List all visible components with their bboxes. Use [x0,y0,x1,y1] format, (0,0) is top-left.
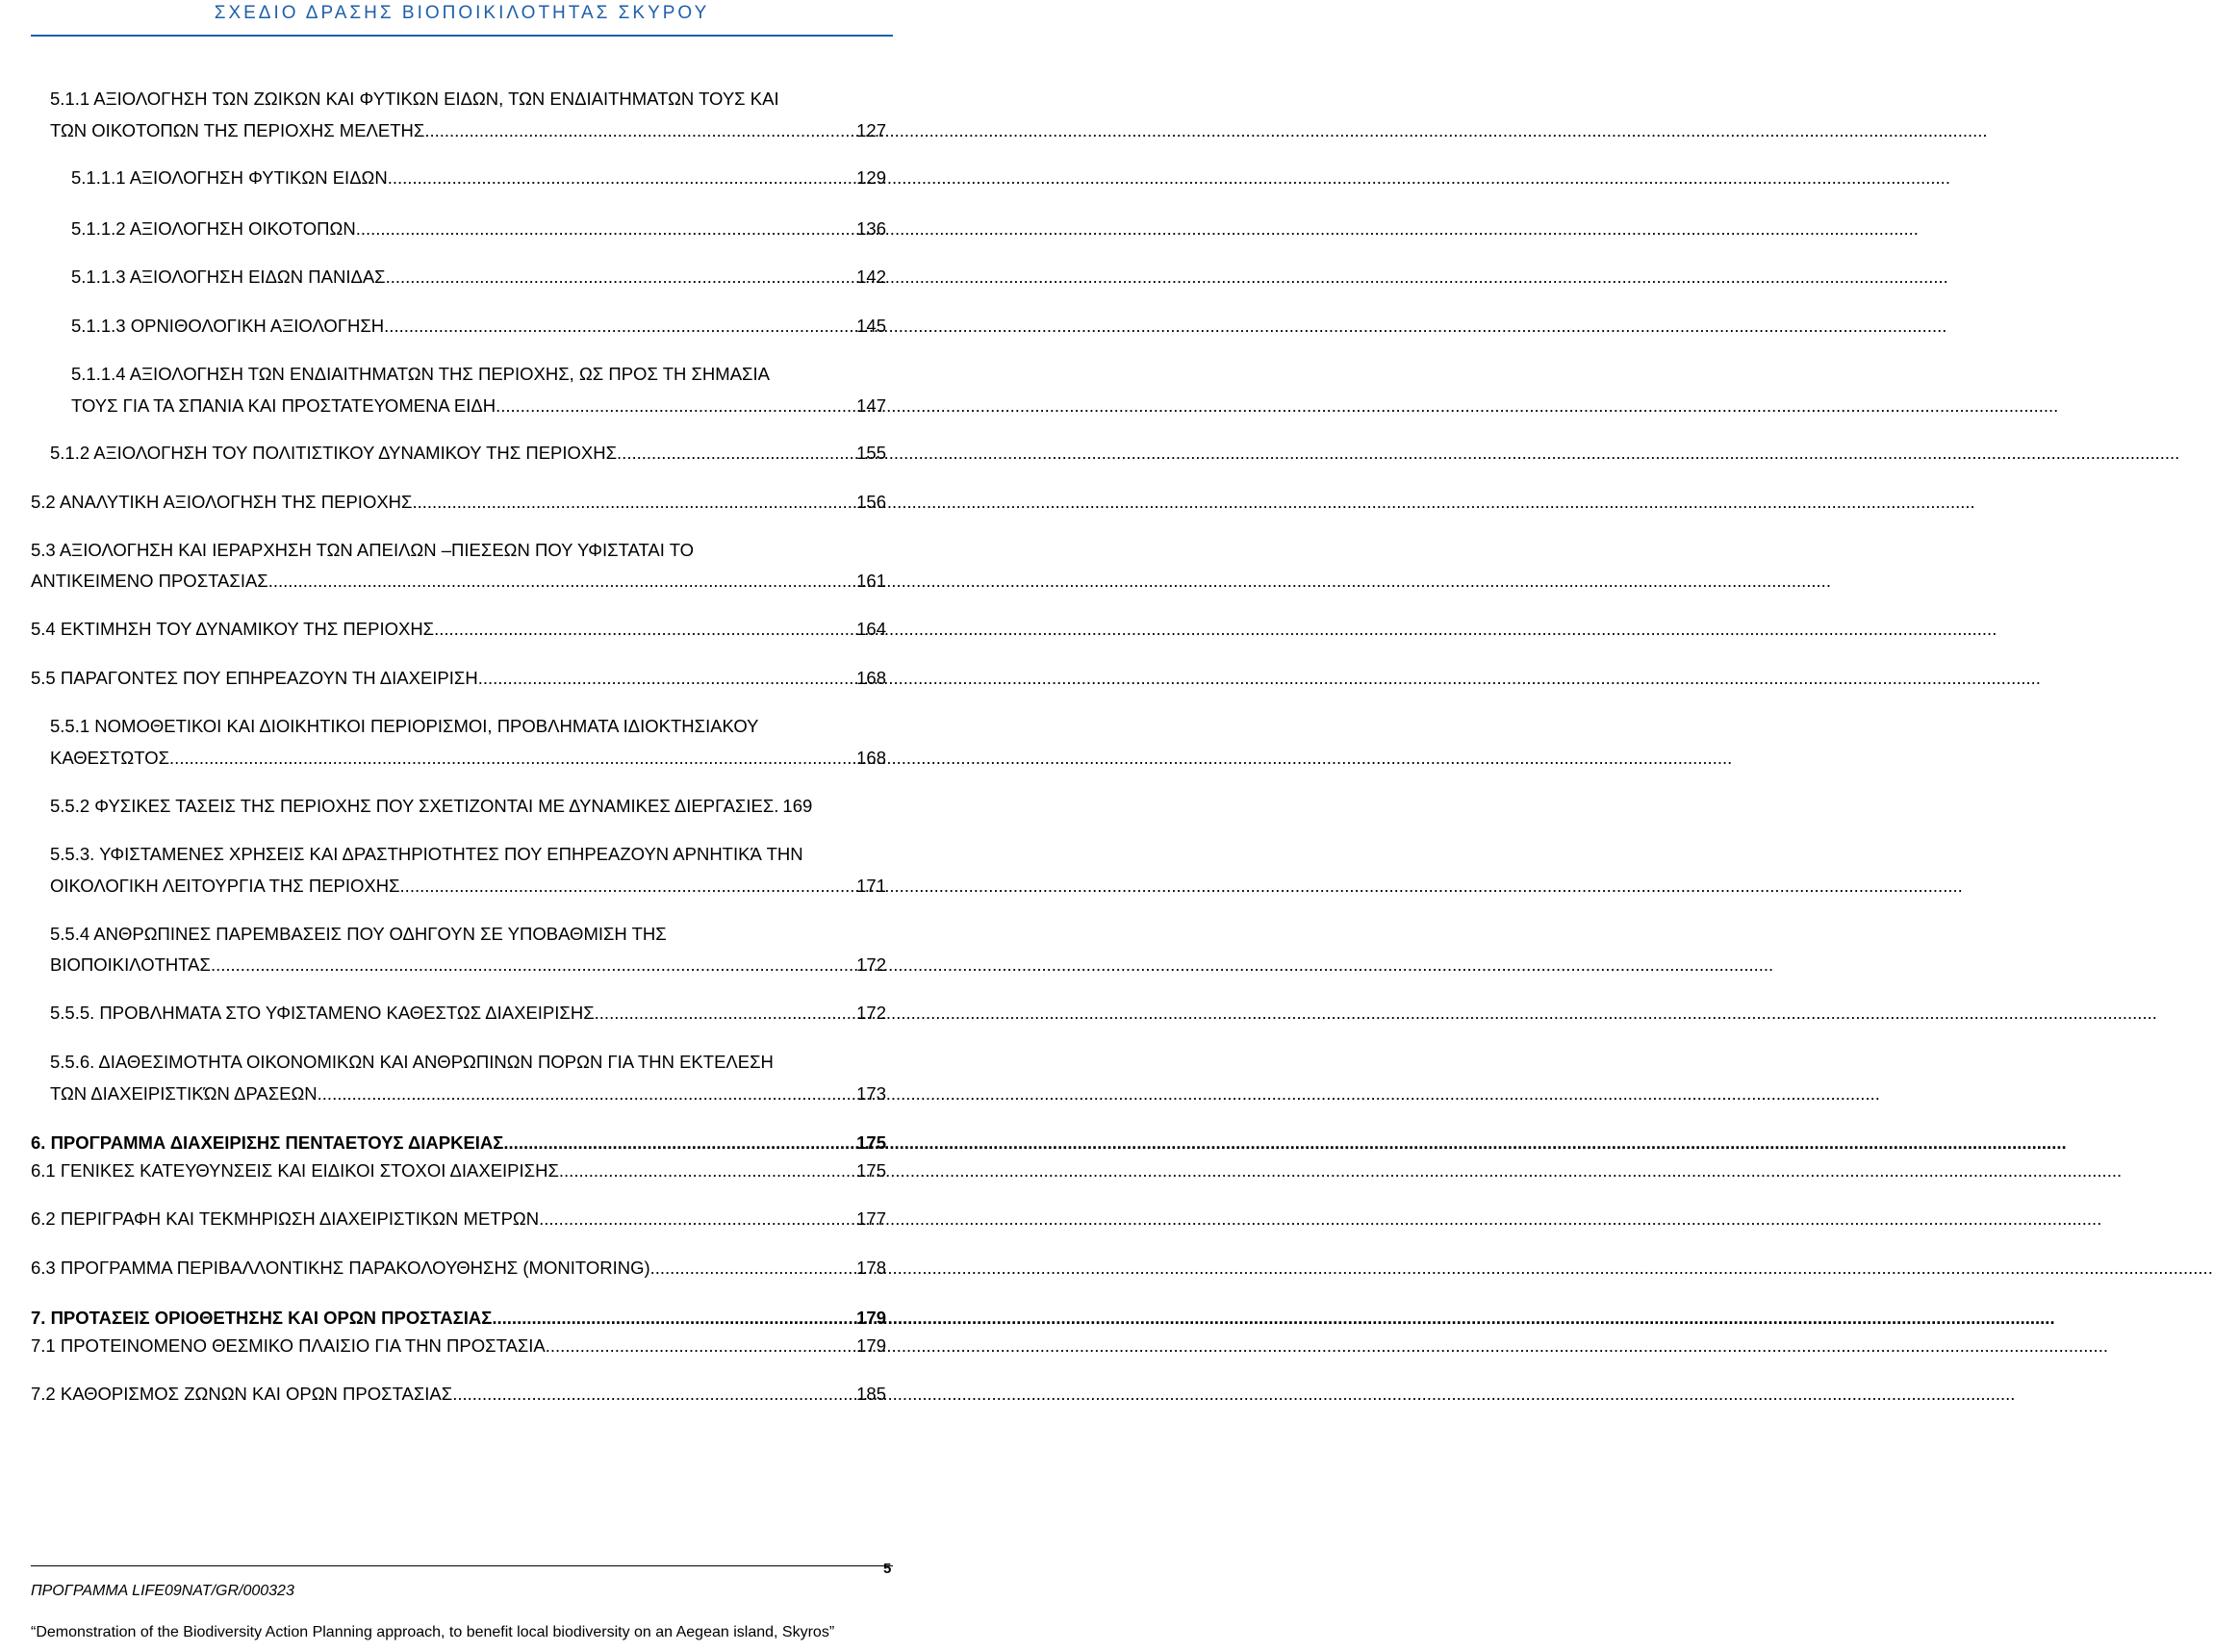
toc-page-number: 164 [856,619,886,639]
toc-entry-5-1-1-3b[interactable]: 5.1.1.3 ΟΡΝΙΘΟΛΟΓΙΚΗ ΑΞΙΟΛΟΓΗΣΗ ..... 145 [71,314,886,339]
toc-page-number: 161 [856,571,886,591]
toc-entry-5-1-2[interactable]: 5.1.2 ΑΞΙΟΛΟΓΗΣΗ ΤΟΥ ΠΟΛΙΤΙΣΤΙΚΟΥ ΔΥΝΑΜΙΚΟΥ ΤΗΣ ΠΕΡΙΟΧΗΣ ..... 155 [50,441,886,466]
toc-page-number: 142 [856,267,886,287]
dot-leader [400,874,853,899]
dot-leader [211,953,852,978]
toc-entry-5-1-1-1[interactable]: 5.1.1.1 ΑΞΙΟΛΟΓΗΣΗ ΦΥΤΙΚΩΝ ΕΙΔΩΝ ..... 129 [71,165,886,191]
dot-leader [617,441,852,466]
toc-entry-5-5-4-line1[interactable]: 5.5.4 ΑΝΘΡΩΠΙΝΕΣ ΠΑΡΕΜΒΑΣΕΙΣ ΠΟΥ ΟΔΗΓΟΥΝ ΣΕ ΥΠΟΒΑΘΜΙΣΗ ΤΗΣ [50,924,667,944]
toc-entry-5-5-3-line1[interactable]: 5.5.3. ΥΦΙΣΤΑΜΕΝΕΣ ΧΡΗΣΕΙΣ ΚΑΙ ΔΡΑΣΤΗΡΙΟΤΗΤΕΣ ΠΟΥ ΕΠΗΡΕΑΖΟΥΝ ΑΡΝΗΤΙΚΆ ΤΗΝ [50,844,803,864]
dot-leader [386,265,853,290]
toc-page-number: 168 [856,748,886,768]
toc-entry-5-5[interactable]: 5.5 ΠΑΡΑΓΟΝΤΕΣ ΠΟΥ ΕΠΗΡΕΑΖΟΥΝ ΤΗ ΔΙΑΧΕΙΡΙΣΗ ..... 168 [31,666,886,691]
toc-page-number: 168 [856,668,886,688]
toc-entry-5-3-line1[interactable]: 5.3 ΑΞΙΟΛΟΓΗΣΗ ΚΑΙ ΙΕΡΑΡΧΗΣΗ ΤΩΝ ΑΠΕΙΛΩΝ –ΠΙΕΣΕΩΝ ΠΟΥ ΥΦΙΣΤΑΤΑΙ ΤΟ [31,540,695,560]
toc-entry-6-1[interactable]: 6.1 ΓΕΝΙΚΕΣ ΚΑΤΕΥΘΥΝΣΕΙΣ ΚΑΙ ΕΙΔΙΚΟΙ ΣΤΟΧΟΙ ΔΙΑΧΕΙΡΙΣΗΣ ..... 175 [31,1158,886,1183]
dot-leader [388,165,852,191]
toc-page-number: 127 [856,120,886,140]
toc-page-number: 145 [856,316,886,336]
toc-entry-6-2[interactable]: 6.2 ΠΕΡΙΓΡΑΦΗ ΚΑΙ ΤΕΚΜΗΡΙΩΣΗ ΔΙΑΧΕΙΡΙΣΤΙΚΩΝ ΜΕΤΡΩΝ ..... 177 [31,1207,886,1232]
toc-page-number: 155 [856,443,886,463]
toc-entry-5-5-2[interactable]: 5.5.2 ΦΥΣΙΚΕΣ ΤΑΣΕΙΣ ΤΗΣ ΠΕΡΙΟΧΗΣ ΠΟΥ ΣΧΕΤΙΖΟΝΤΑΙ ΜΕ ΔΥΝΑΜΙΚΕΣ ΔΙΕΡΓΑΣΙΕΣ. 169 [50,794,886,819]
toc-page-number: 179 [856,1335,886,1356]
dot-leader [595,1001,852,1026]
dot-leader [169,746,852,771]
toc-page-number: 136 [856,218,886,239]
toc-page-number: 175 [856,1132,886,1153]
toc-entry-5-5-4[interactable]: ΒΙΟΠΟΙΚΙΛΟΤΗΤΑΣ ..... 172 [50,953,886,978]
dot-leader [384,314,852,339]
toc-entry-5-1-1-3a[interactable]: 5.1.1.3 ΑΞΙΟΛΟΓΗΣΗ ΕΙΔΩΝ ΠΑΝΙΔΑΣ ..... 142 [71,265,886,290]
toc-page-number: 173 [856,1083,886,1104]
toc-entry-5-3[interactable]: ΑΝΤΙΚΕΙΜΕΝΟ ΠΡΟΣΤΑΣΙΑΣ ..... 161 [31,569,886,594]
toc-page-number: 178 [856,1258,886,1278]
toc-entry-5-5-5[interactable]: 5.5.5. ΠΡΟΒΛΗΜΑΤΑ ΣΤΟ ΥΦΙΣΤΑΜΕΝΟ ΚΑΘΕΣΤΩΣ ΔΙΑΧΕΙΡΙΣΗΣ ..... 172 [50,1001,886,1026]
dot-leader [496,394,852,419]
toc-page-number: 169 [782,796,813,816]
toc-entry-5-1-1-line1[interactable]: 5.1.1 ΑΞΙΟΛΟΓΗΣΗ ΤΩΝ ΖΩΙΚΩΝ ΚΑΙ ΦΥΤΙΚΩΝ ΕΙΔΩΝ, ΤΩΝ ΕΝΔΙΑΙΤΗΜΑΤΩΝ ΤΟΥΣ ΚΑΙ [50,89,779,109]
toc-entry-5-1-1-2[interactable]: 5.1.1.2 ΑΞΙΟΛΟΓΗΣΗ ΟΙΚΟΤΟΠΩΝ ..... 136 [71,216,886,241]
toc-entry-5-5-1-line1[interactable]: 5.5.1 ΝΟΜΟΘΕΤΙΚΟΙ ΚΑΙ ΔΙΟΙΚΗΤΙΚΟΙ ΠΕΡΙΟΡΙΣΜΟΙ, ΠΡΟΒΛΗΜΑΤΑ ΙΔΙΟΚΤΗΣΙΑΚΟΥ [50,716,759,736]
toc-entry-5-5-6[interactable]: ΤΩΝ ΔΙΑΧΕΙΡΙΣΤΙΚΏΝ ΔΡΑΣΕΩΝ ..... 173 [50,1081,886,1106]
dot-leader [268,569,852,594]
toc-page-number: 177 [856,1208,886,1229]
dot-leader [503,1131,852,1156]
toc-page-number: 185 [856,1384,886,1404]
footer-project-title: “Demonstration of the Biodiversity Action Planning approach, to benefit local biodiversity on an Aegean island, Skyros” [31,1624,835,1640]
toc-entry-5-5-6-line1[interactable]: 5.5.6. ΔΙΑΘΕΣΙΜΟΤΗΤΑ ΟΙΚΟΝΟΜΙΚΩΝ ΚΑΙ ΑΝΘΡΩΠΙΝΩΝ ΠΟΡΩΝ ΓΙΑ ΤΗΝ ΕΚΤΕΛΕΣΗ [50,1052,774,1072]
toc-page-number: 129 [856,167,886,188]
dot-leader [318,1081,852,1106]
toc-page-number: 175 [856,1160,886,1181]
dot-leader [434,617,852,642]
dot-leader [650,1256,853,1281]
toc-page-number: 156 [856,492,886,512]
toc-entry-5-1-1-4[interactable]: ΤΟΥΣ ΓΙΑ ΤΑ ΣΠΑΝΙΑ ΚΑΙ ΠΡΟΣΤΑΤΕΥΟΜΕΝΑ ΕΙΔΗ ..... 147 [71,394,886,419]
toc-entry-7-2[interactable]: 7.2 ΚΑΘΟΡΙΣΜΟΣ ΖΩΝΩΝ ΚΑΙ ΟΡΩΝ ΠΡΟΣΤΑΣΙΑΣ ..... 185 [31,1382,886,1407]
toc-entry-7[interactable]: 7. ΠΡΟΤΑΣΕΙΣ ΟΡΙΟΘΕΤΗΣΗΣ ΚΑΙ ΟΡΩΝ ΠΡΟΣΤΑΣΙΑΣ ..... 179 [31,1306,886,1331]
dot-leader [492,1306,852,1331]
running-header-title: ΣΧΕΔΙΟ ΔΡΑΣΗΣ ΒΙΟΠΟΙΚΙΛΟΤΗΤΑΣ ΣΚΥΡΟΥ [214,3,710,23]
toc-entry-7-1[interactable]: 7.1 ΠΡΟΤΕΙΝΟΜΕΝΟ ΘΕΣΜΙΚΟ ΠΛΑΙΣΙΟ ΓΙΑ ΤΗΝ ΠΡΟΣΤΑΣΙΑ ..... 179 [31,1334,886,1359]
toc-entry-5-4[interactable]: 5.4 ΕΚΤΙΜΗΣΗ ΤΟΥ ΔΥΝΑΜΙΚΟΥ ΤΗΣ ΠΕΡΙΟΧΗΣ ..... 164 [31,617,886,642]
dot-leader [424,118,852,143]
footer-program-code: ΠΡΟΓΡΑΜΜΑ LIFE09NAT/GR/000323 [31,1583,294,1599]
dot-leader [546,1334,852,1359]
toc-page-number: 179 [856,1308,886,1328]
footer-divider [31,1565,893,1566]
table-of-contents [0,0,924,1652]
toc-page-number: 172 [856,1003,886,1023]
toc-entry-6[interactable]: 6. ΠΡΟΓΡΑΜΜΑ ΔΙΑΧΕΙΡΙΣΗΣ ΠΕΝΤΑΕΤΟΥΣ ΔΙΑΡΚΕΙΑΣ ..... 175 [31,1131,886,1156]
dot-leader [452,1382,852,1407]
dot-leader [539,1207,852,1232]
toc-entry-title: ΤΩΝ ΟΙΚΟΤΟΠΩΝ ΤΗΣ ΠΕΡΙΟΧΗΣ ΜΕΛΕΤΗΣ [50,120,425,140]
dot-leader [412,490,852,515]
toc-page-number: 171 [856,876,886,896]
toc-page-number: 172 [856,954,886,975]
toc-entry-6-3[interactable]: 6.3 ΠΡΟΓΡΑΜΜΑ ΠΕΡΙΒΑΛΛΟΝΤΙΚΗΣ ΠΑΡΑΚΟΛΟΥΘΗΣΗΣ (MONITORING) ..... 178 [31,1256,886,1281]
toc-entry-5-1-1[interactable] [50,118,886,143]
toc-entry-5-2[interactable]: 5.2 ΑΝΑΛΥΤΙΚΗ ΑΞΙΟΛΟΓΗΣΗ ΤΗΣ ΠΕΡΙΟΧΗΣ ..... 156 [31,490,886,515]
page-number: 5 [883,1561,892,1577]
dot-leader [356,216,852,241]
toc-entry-5-5-1[interactable]: ΚΑΘΕΣΤΩΤΟΣ ..... 168 [50,746,886,771]
toc-entry-5-5-3[interactable]: ΟΙΚΟΛΟΓΙΚΗ ΛΕΙΤΟΥΡΓΙΑ ΤΗΣ ΠΕΡΙΟΧΗΣ ..... 171 [50,874,886,899]
dot-leader [559,1158,852,1183]
toc-entry-5-1-1-4-line1[interactable]: 5.1.1.4 ΑΞΙΟΛΟΓΗΣΗ ΤΩΝ ΕΝΔΙΑΙΤΗΜΑΤΩΝ ΤΗΣ ΠΕΡΙΟΧΗΣ, ΩΣ ΠΡΟΣ ΤΗ ΣΗΜΑΣΙΑ [71,364,770,384]
toc-page-number: 147 [856,395,886,416]
dot-leader [478,666,852,691]
